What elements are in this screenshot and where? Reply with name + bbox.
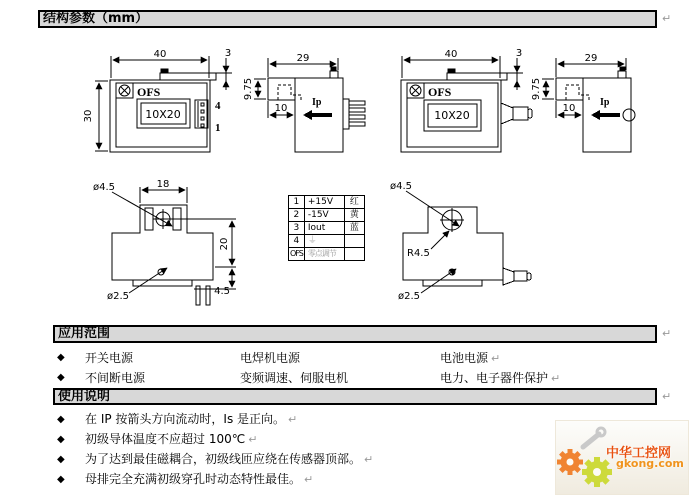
paragraph-mark: ↵: [364, 453, 374, 466]
mounting-view-pin-version: [93, 179, 236, 305]
pin-signal: 零点调节: [304, 248, 344, 261]
table-row: [289, 209, 365, 222]
front-view-cable-version: [401, 48, 532, 152]
technical-drawings: [0, 38, 689, 323]
dim-label-pin: ø2.5: [107, 291, 130, 302]
bullet-icon: ◆: [57, 434, 65, 445]
dim-label-width: 40: [444, 49, 458, 60]
pin-signal: +15V: [304, 196, 344, 209]
paragraph-mark: ↵: [248, 433, 258, 446]
paragraph-mark: ↵: [551, 372, 561, 385]
pin-number-bottom: 1: [215, 122, 221, 134]
dim-label-hole: ø4.5: [390, 181, 413, 192]
table-row: [289, 196, 365, 209]
brand-label: OFS: [428, 85, 452, 99]
pin-number: 2: [289, 209, 305, 222]
dim-label-width: 40: [153, 49, 167, 60]
paragraph-mark: ↵: [288, 413, 298, 426]
paragraph-mark: ↵: [304, 473, 314, 486]
bullet-icon: ◆: [57, 352, 65, 363]
current-direction-arrow: [303, 110, 332, 120]
site-name: 中华工控网: [606, 446, 672, 461]
dim-label-tab: 3: [515, 48, 523, 59]
current-direction-arrow: [591, 110, 620, 120]
front-view-pin-version: [83, 48, 232, 152]
wrench-icon: [597, 428, 605, 436]
paragraph-mark: ↵: [662, 327, 672, 340]
primary-current-label: Ip: [312, 97, 322, 108]
wire-color: 蓝: [344, 222, 364, 235]
ofs-logo-icon: [410, 85, 421, 96]
table-row: [289, 222, 365, 235]
dim-label-depth: 9.75: [243, 77, 254, 101]
pin-number: 1: [289, 196, 305, 209]
brand-label: OFS: [137, 85, 161, 99]
wire-color: [344, 235, 364, 248]
paragraph-mark: ↵: [662, 390, 672, 403]
dim-label-tab: 3: [224, 48, 232, 59]
pin-number: 4: [289, 235, 305, 248]
pin-signal: ⏚: [304, 235, 344, 248]
application-item: 不间断电源: [85, 371, 146, 385]
mounting-view-cable-version: [390, 181, 531, 302]
site-watermark: [555, 420, 689, 495]
dim-label-height: 30: [83, 109, 94, 123]
section-header-application: [53, 325, 657, 343]
paragraph-mark: ↵: [491, 352, 501, 365]
usage-item: 为了达到最佳磁耦合，初级线匝应绕在传感器顶部。 ↵: [85, 452, 374, 466]
application-item: 开关电源: [85, 351, 134, 365]
side-view-cable-version: [531, 53, 635, 152]
usage-item: 母排完全充满初级穿孔时动态特性最佳。 ↵: [85, 472, 314, 486]
dim-label-width: 18: [156, 179, 170, 190]
wire-color: 红: [344, 196, 364, 209]
site-url: gkong.com: [616, 457, 684, 470]
dim-label-base: 4.5: [214, 286, 230, 297]
gear-icon: [582, 457, 612, 487]
application-item: 电焊机电源: [240, 351, 301, 365]
gear-icon: [557, 449, 583, 475]
dim-label-pin: ø2.5: [398, 291, 421, 302]
dim-label-radius: R4.5: [407, 248, 430, 259]
paragraph-mark: ↵: [662, 12, 672, 25]
dim-label-aperture: 10: [274, 103, 288, 114]
primary-current-label: Ip: [600, 97, 610, 108]
ofs-logo-icon: [119, 85, 130, 96]
bullet-icon: ◆: [57, 454, 65, 465]
wire-color: 黄: [344, 209, 364, 222]
pin-number-top: 4: [215, 100, 221, 112]
wire-color: [344, 248, 364, 261]
bullet-icon: ◆: [57, 474, 65, 485]
section-title: 结构参数（mm）: [43, 11, 149, 26]
application-item: 电池电源 ↵: [440, 351, 501, 365]
usage-item: 在 IP 按箭头方向流动时，Is 是正向。 ↵: [85, 412, 298, 426]
application-item: 电力、电子器件保护 ↵: [440, 371, 561, 385]
bullet-icon: ◆: [57, 372, 65, 383]
pin-signal: Iout: [304, 222, 344, 235]
table-row: [289, 248, 365, 261]
section-header-usage: [53, 388, 657, 405]
dim-label-aperture: 10: [562, 103, 576, 114]
dim-label-height: 20: [219, 237, 230, 251]
pin-number: 3: [289, 222, 305, 235]
aperture-label: 10X20: [434, 109, 470, 122]
dim-label-width: 29: [296, 53, 310, 64]
side-view-pin-version: [243, 53, 365, 152]
table-row: [289, 235, 365, 248]
section-title: 使用说明: [58, 389, 111, 404]
dim-label-depth: 9.75: [531, 77, 542, 101]
section-header-structure: [38, 10, 657, 28]
wrench-icon: [583, 434, 599, 447]
pin-signal: -15V: [304, 209, 344, 222]
section-title: 应用范围: [58, 326, 111, 341]
aperture-label: 10X20: [145, 108, 181, 121]
usage-item: 初级导体温度不应超过 100℃ ↵: [85, 432, 258, 446]
cable-end-circle: [623, 109, 635, 121]
dim-label-width: 29: [584, 53, 598, 64]
pin-number: OFS: [289, 248, 305, 261]
dim-label-hole: ø4.5: [93, 182, 116, 193]
bullet-icon: ◆: [57, 414, 65, 425]
pin-assignment-table: [288, 195, 365, 261]
application-item: 变频调速、伺服电机: [240, 371, 349, 385]
